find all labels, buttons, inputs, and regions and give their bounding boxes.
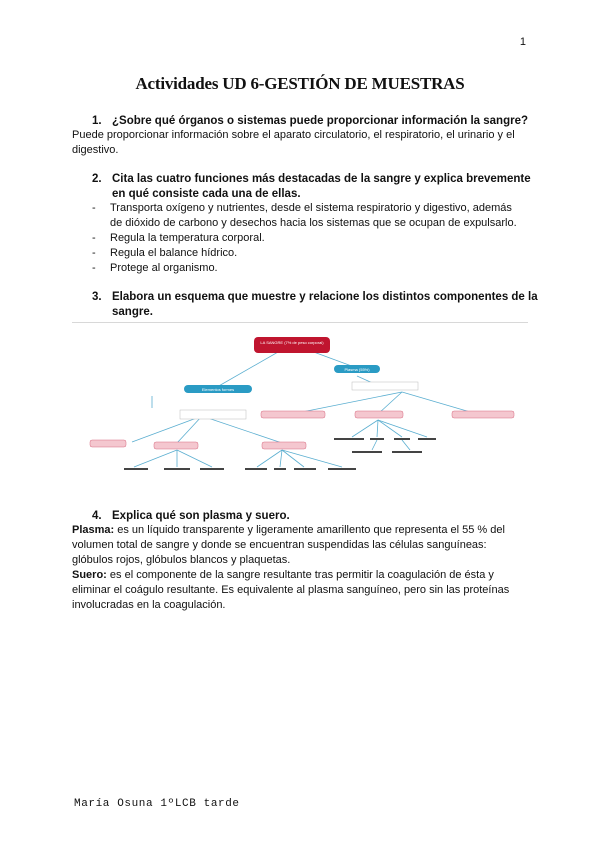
question-number: 4.: [92, 510, 102, 522]
leaf-text: [200, 468, 224, 470]
page-title: Actividades UD 6-GESTIÓN DE MUESTRAS: [135, 74, 465, 93]
leaf-text: [294, 468, 316, 470]
list-item: [92, 246, 517, 261]
plasma-node-label: Plasma (55%): [344, 367, 370, 372]
question-text-continued: en qué consiste cada una de ellas.: [112, 188, 301, 200]
question-number: 1.: [92, 115, 102, 127]
question-text: Explica qué son plasma y suero.: [112, 510, 290, 522]
pink-node: [452, 411, 514, 418]
question-4: [92, 509, 290, 524]
pink-node: [154, 442, 198, 449]
definition-line: volumen total de sangre y donde se encuentran suspendidas las células sanguíneas:: [72, 539, 487, 551]
answer-4: [72, 523, 509, 613]
list-item: [92, 231, 517, 246]
plasma-term: Plasma:: [72, 524, 115, 536]
list-item: [92, 201, 517, 231]
pink-node: [90, 440, 126, 447]
suero-term: Suero:: [72, 569, 107, 581]
functions-list: [92, 201, 517, 276]
list-item-line: - Regula la temperatura corporal.: [110, 232, 265, 244]
definition-text: es el componente de la sangre resultante tras permitir la coagulación de ésta y: [106, 569, 494, 581]
elementos-formes-label: Elementos formes: [201, 387, 235, 392]
leaf-text: [418, 438, 436, 440]
plasma-definition: [72, 523, 509, 538]
list-item-line: - Regula el balance hídrico.: [110, 247, 238, 259]
root-node-label: LA SANGRE (7% de peso corporal): [260, 340, 324, 345]
question-text-continued: sangre.: [112, 306, 153, 318]
leaf-text: [370, 438, 384, 440]
leaf-text: [352, 451, 382, 453]
author-footer: María Osuna 1ºLCB tarde: [74, 798, 240, 810]
definition-line: involucradas en la coagulación.: [72, 599, 226, 611]
question-number: 3.: [92, 291, 102, 303]
text-node: [180, 410, 246, 419]
text-node: [352, 382, 418, 390]
question-text: ¿Sobre qué órganos o sistemas puede proporcionar información la sangre?: [112, 115, 528, 127]
leaf-text: [124, 468, 148, 470]
definition-line: eliminar el coágulo resultante. Es equivalente al plasma sanguíneo, pero sin las proteínas: [72, 584, 510, 596]
definition-text: es un líquido transparente y ligeramente amarillento que representa el 55 % del: [114, 524, 505, 536]
leaf-text: [245, 468, 267, 470]
question-text: Cita las cuatro funciones más destacadas de la sangre y explica brevemente: [112, 173, 531, 185]
question-1: [92, 114, 528, 129]
question-text: Elabora un esquema que muestre y relacione los distintos componentes de la: [112, 291, 538, 303]
leaf-text: [394, 438, 410, 440]
list-item-line: de dióxido de carbono y desechos hacia los sistemas que se ocupan de expulsarlo.: [110, 217, 517, 229]
suero-definition: [72, 568, 509, 583]
list-item-line: - Protege al organismo.: [110, 262, 218, 274]
question-2: [92, 172, 531, 202]
definition-line: glóbulos rojos, glóbulos blancos y plaquetas.: [72, 554, 291, 566]
page-number: 1: [519, 36, 526, 48]
leaf-text: [164, 468, 190, 470]
leaf-text: [334, 438, 364, 440]
pink-node: [355, 411, 403, 418]
concept-map: [72, 322, 528, 492]
answer-line: digestivo.: [72, 144, 119, 156]
pink-node: [262, 442, 306, 449]
leaf-text: [392, 451, 422, 453]
question-3: [92, 290, 538, 320]
answer-line: Puede proporcionar información sobre el aparato circulatorio, el respiratorio, el urinario y el: [72, 129, 515, 141]
blood-components-diagram: [72, 322, 528, 492]
diagram-top-border: [72, 322, 528, 323]
leaf-text: [274, 468, 286, 470]
pink-node: [261, 411, 325, 418]
question-number: 2.: [92, 173, 102, 185]
leaf-text: [328, 468, 356, 470]
answer-1: [72, 128, 515, 158]
list-item-line: - Transporta oxígeno y nutrientes, desde el sistema respiratorio y digestivo, además: [110, 202, 512, 214]
list-item: [92, 261, 517, 276]
